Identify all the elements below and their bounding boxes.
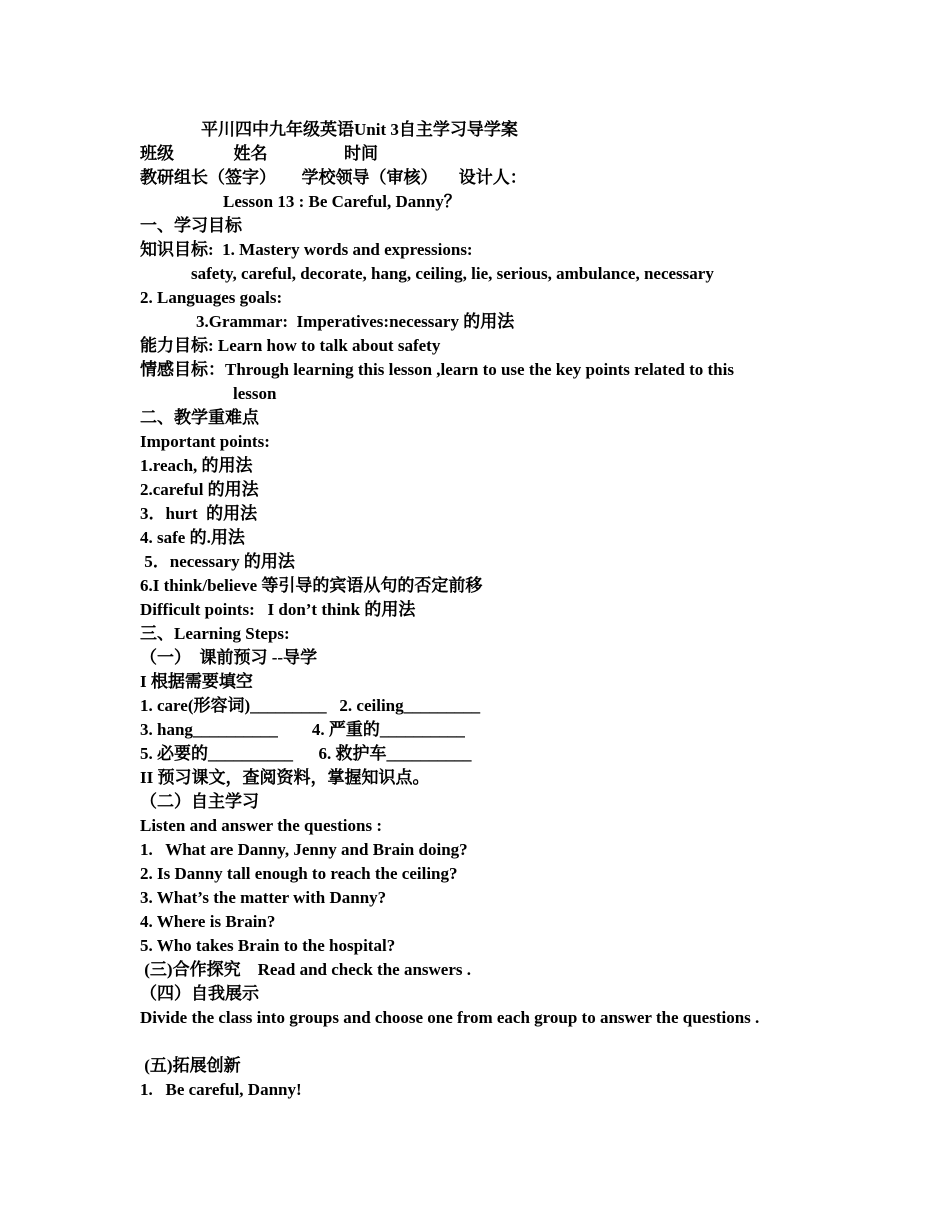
section-3-heading: 三、Learning Steps: — [140, 624, 290, 643]
fill-line: 1. care(形容词)_________ 2. ceiling_________ — [140, 696, 481, 715]
divide-instructions: Divide the class into groups and choose one from each group to answer the questions . — [140, 1008, 760, 1027]
point-item: 6.I think/believe 等引导的宾语从句的否定前移 — [140, 576, 483, 595]
point-item: 1.reach, 的用法 — [140, 456, 253, 475]
step-4-heading: （四）自我展示 — [140, 984, 259, 1003]
difficult-points: Difficult points: I don’t think 的用法 — [140, 600, 416, 619]
ability-goal: 能力目标: Learn how to talk about safety — [140, 336, 441, 355]
final-line: 1. Be careful, Danny! — [140, 1080, 302, 1099]
vocabulary-words: safety, careful, decorate, hang, ceiling, lie, serious, ambulance, necessary — [191, 264, 714, 283]
point-item: 5．necessary 的用法 — [140, 552, 295, 571]
step-2-heading: （二）自主学习 — [140, 792, 259, 811]
listen-heading: Listen and answer the questions : — [140, 816, 382, 835]
grammar-goal: 3.Grammar: Imperatives:necessary 的用法 — [196, 312, 515, 331]
section-2-heading: 二、教学重难点 — [140, 408, 259, 427]
step-5-heading: (五)拓展创新 — [140, 1056, 241, 1075]
fill-heading: I 根据需要填空 — [140, 672, 253, 691]
question-item: 2. Is Danny tall enough to reach the ceiling? — [140, 864, 458, 883]
question-item: 1. What are Danny, Jenny and Brain doing? — [140, 840, 468, 859]
document-title: 平川四中九年级英语Unit 3自主学习导学案 — [201, 120, 518, 139]
preview-line: II 预习课文，查阅资料，掌握知识点。 — [140, 768, 430, 787]
question-item: 4. Where is Brain? — [140, 912, 276, 931]
fill-line: 3. hang__________ 4. 严重的__________ — [140, 720, 465, 739]
emotion-goal-line-2: lesson — [233, 384, 277, 403]
language-goals: 2. Languages goals: — [140, 288, 283, 307]
emotion-goal-line-1: 情感目标：Through learning this lesson ,learn to use the key points related to this — [140, 360, 734, 379]
question-item: 5. Who takes Brain to the hospital? — [140, 936, 396, 955]
knowledge-goal: 知识目标: 1. Mastery words and expressions: — [140, 240, 473, 259]
point-item: 2.careful 的用法 — [140, 480, 259, 499]
point-item: 3．hurt 的用法 — [140, 504, 258, 523]
lesson-title: Lesson 13 : Be Careful, Danny？ — [223, 192, 461, 211]
sign-line: 教研组长（签字） 学校领导（审核） 设计人： — [140, 168, 527, 187]
step-1-heading: （一） 课前预习 --导学 — [140, 648, 318, 667]
step-3-heading: (三)合作探究 Read and check the answers . — [140, 960, 472, 979]
section-1-heading: 一、学习目标 — [140, 216, 242, 235]
point-item: 4. safe 的.用法 — [140, 528, 245, 547]
fill-line: 5. 必要的__________ 6. 救护车__________ — [140, 744, 472, 763]
question-item: 3. What’s the matter with Danny? — [140, 888, 387, 907]
info-line: 班级 姓名 时间 — [140, 144, 378, 163]
important-points-heading: Important points: — [140, 432, 270, 451]
